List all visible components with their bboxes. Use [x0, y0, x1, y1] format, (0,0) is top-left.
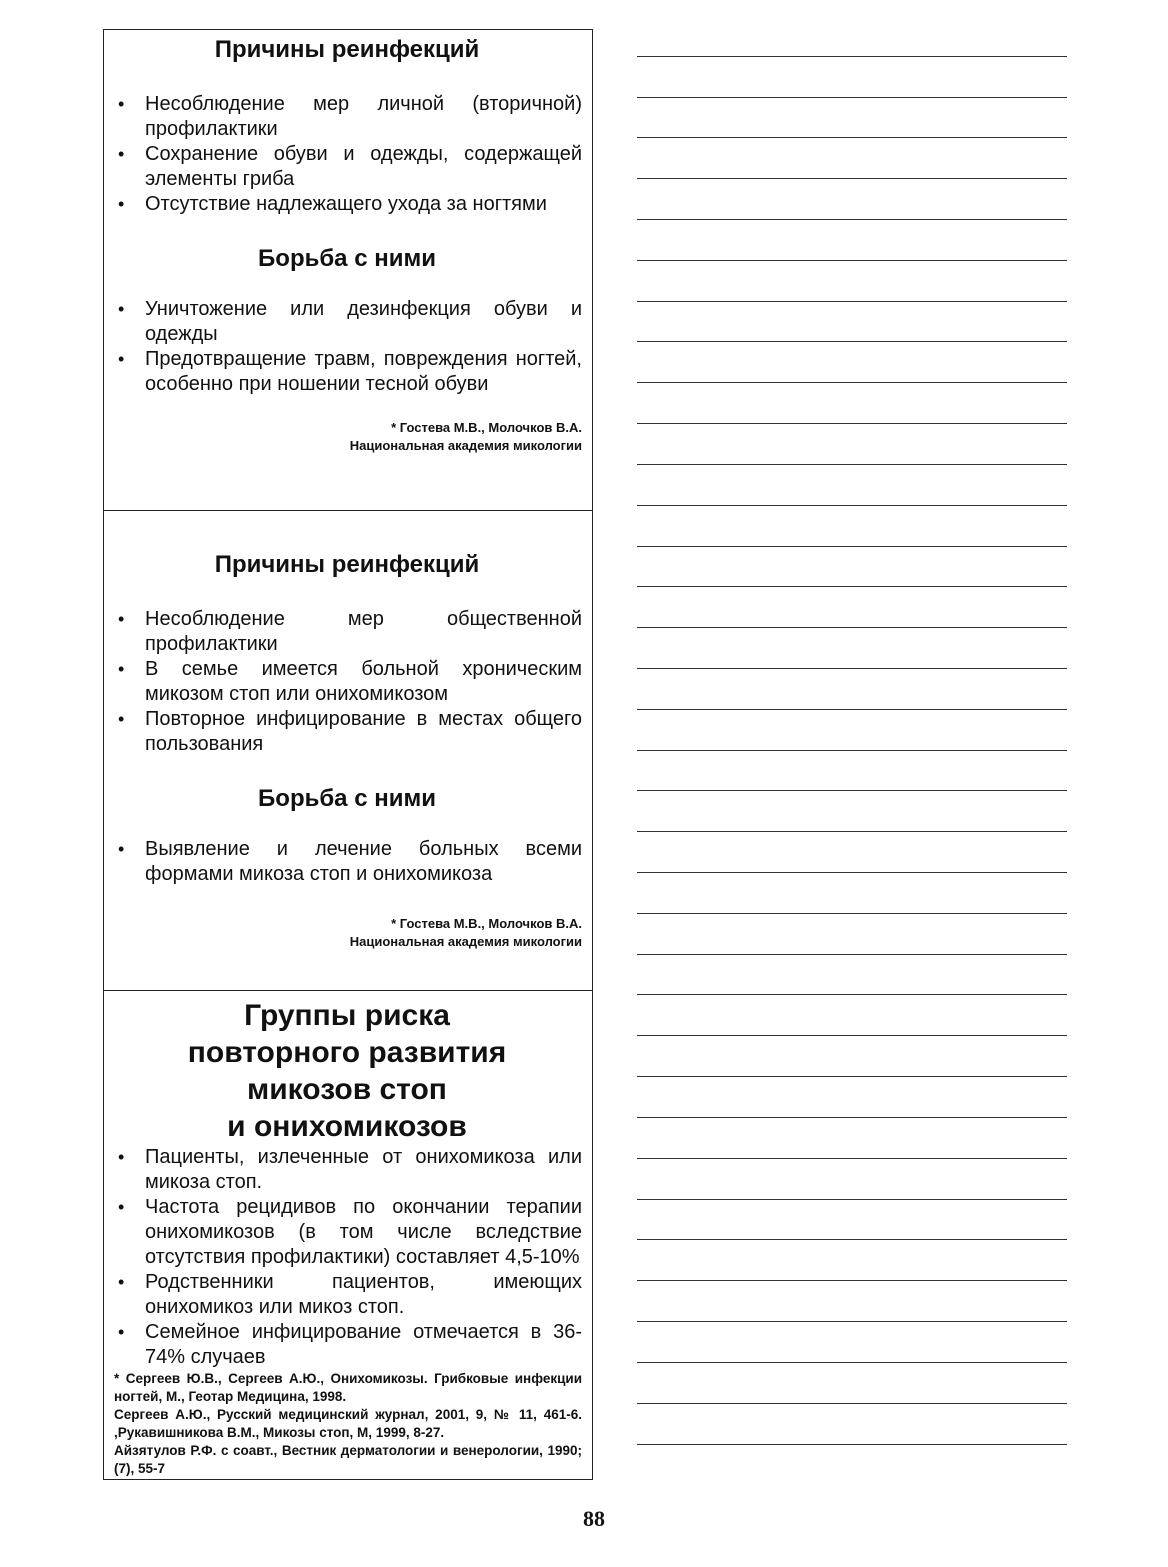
bullet-list — [112, 92, 582, 217]
slide-title: Причины реинфекций — [214, 551, 480, 578]
reference: Айзятулов Р.Ф. с соавт., Вестник дерматологии и венерологии, 1990; (7), 55-7 — [114, 1443, 582, 1476]
title-line: повторного развития — [187, 1036, 507, 1069]
note-line — [637, 790, 1067, 791]
credit — [112, 915, 582, 951]
credit-org: Национальная академия микологии — [349, 438, 582, 453]
credit-org: Национальная академия микологии — [349, 934, 582, 949]
note-line — [637, 137, 1067, 138]
list-item: • В семье имеется больной хроническим микозом стоп или онихомикозом — [112, 657, 582, 707]
credit-authors: * Гостева М.В., Молочков В.А. — [391, 916, 582, 931]
note-line — [637, 464, 1067, 465]
list-item: • Выявление и лечение больных всеми формами микоза стоп и онихомикоза — [112, 837, 582, 887]
slide-subtitle: Борьба с ними — [258, 785, 436, 812]
slide-subtitle: Борьба с ними — [258, 245, 436, 272]
note-line — [637, 586, 1067, 587]
note-line — [637, 1158, 1067, 1159]
page-number: 88 — [583, 1506, 605, 1531]
note-line — [637, 505, 1067, 506]
note-line — [637, 97, 1067, 98]
note-line — [637, 1117, 1067, 1118]
bullet-list — [112, 297, 582, 397]
credit — [112, 419, 582, 455]
list-item: • Отсутствие надлежащего ухода за ногтями — [112, 192, 582, 217]
slide-title: Причины реинфекций — [214, 36, 480, 63]
note-line — [637, 709, 1067, 710]
note-line — [637, 423, 1067, 424]
list-item: • Несоблюдение мер общественной профилактики — [112, 607, 582, 657]
title-line: и онихомикозов — [227, 1110, 467, 1143]
note-line — [637, 341, 1067, 342]
list-item: • Предотвращение травм, повреждения ногтей, особенно при ношении тесной обуви — [112, 347, 582, 397]
note-line — [637, 1239, 1067, 1240]
note-line — [637, 872, 1067, 873]
note-line — [637, 1035, 1067, 1036]
note-line — [637, 219, 1067, 220]
reference: Сергеев А.Ю., Русский медицинский журнал, 2001, 9, № 11, 461-6. ,Рукавишникова В.М., Микозы стоп, М, 1999, 8-27. — [114, 1407, 582, 1440]
bullet-list — [112, 1145, 582, 1370]
title-line: Группы риска — [244, 999, 450, 1032]
references — [112, 1370, 582, 1478]
note-line — [637, 546, 1067, 547]
list-item: • Сохранение обуви и одежды, содержащей элементы гриба — [112, 142, 582, 192]
note-line — [637, 954, 1067, 955]
list-item: • Семейное инфицирование отмечается в 36-74% случаев — [112, 1320, 582, 1370]
list-item: • Несоблюдение мер личной (вторичной) профилактики — [112, 92, 582, 142]
list-item: • Повторное инфицирование в местах общего пользования — [112, 707, 582, 757]
slide-2 — [104, 510, 592, 990]
bullet-list — [112, 837, 582, 887]
note-line — [637, 1403, 1067, 1404]
note-line — [637, 56, 1067, 57]
note-line — [637, 1362, 1067, 1363]
list-item: • Родственники пациентов, имеющих онихомикоз или микоз стоп. — [112, 1270, 582, 1320]
slide-title — [112, 997, 582, 1145]
reference: * Сергеев Ю.В., Сергеев А.Ю., Онихомикозы. Грибковые инфекции ногтей, М., Геотар Медицина, 1998. — [114, 1371, 582, 1404]
list-item: • Пациенты, излеченные от онихомикоза или микоза стоп. — [112, 1145, 582, 1195]
note-line — [637, 1321, 1067, 1322]
note-line — [637, 994, 1067, 995]
note-lines — [637, 0, 1067, 1567]
slides-column — [103, 29, 593, 1480]
slide-1 — [104, 30, 592, 510]
note-line — [637, 668, 1067, 669]
note-line — [637, 627, 1067, 628]
list-item: • Частота рецидивов по окончании терапии онихомикозов (в том числе вследствие отсутствия профилактики) составляет 4,5-10% — [112, 1195, 582, 1270]
note-line — [637, 1076, 1067, 1077]
note-line — [637, 382, 1067, 383]
note-line — [637, 260, 1067, 261]
note-line — [637, 831, 1067, 832]
title-line: микозов стоп — [247, 1073, 447, 1106]
note-line — [637, 301, 1067, 302]
note-line — [637, 1199, 1067, 1200]
note-line — [637, 1280, 1067, 1281]
slide-3 — [104, 990, 592, 1478]
note-line — [637, 178, 1067, 179]
note-line — [637, 750, 1067, 751]
note-line — [637, 1444, 1067, 1445]
credit-authors: * Гостева М.В., Молочков В.А. — [391, 420, 582, 435]
list-item: • Уничтожение или дезинфекция обуви и одежды — [112, 297, 582, 347]
bullet-list — [112, 607, 582, 757]
note-line — [637, 913, 1067, 914]
